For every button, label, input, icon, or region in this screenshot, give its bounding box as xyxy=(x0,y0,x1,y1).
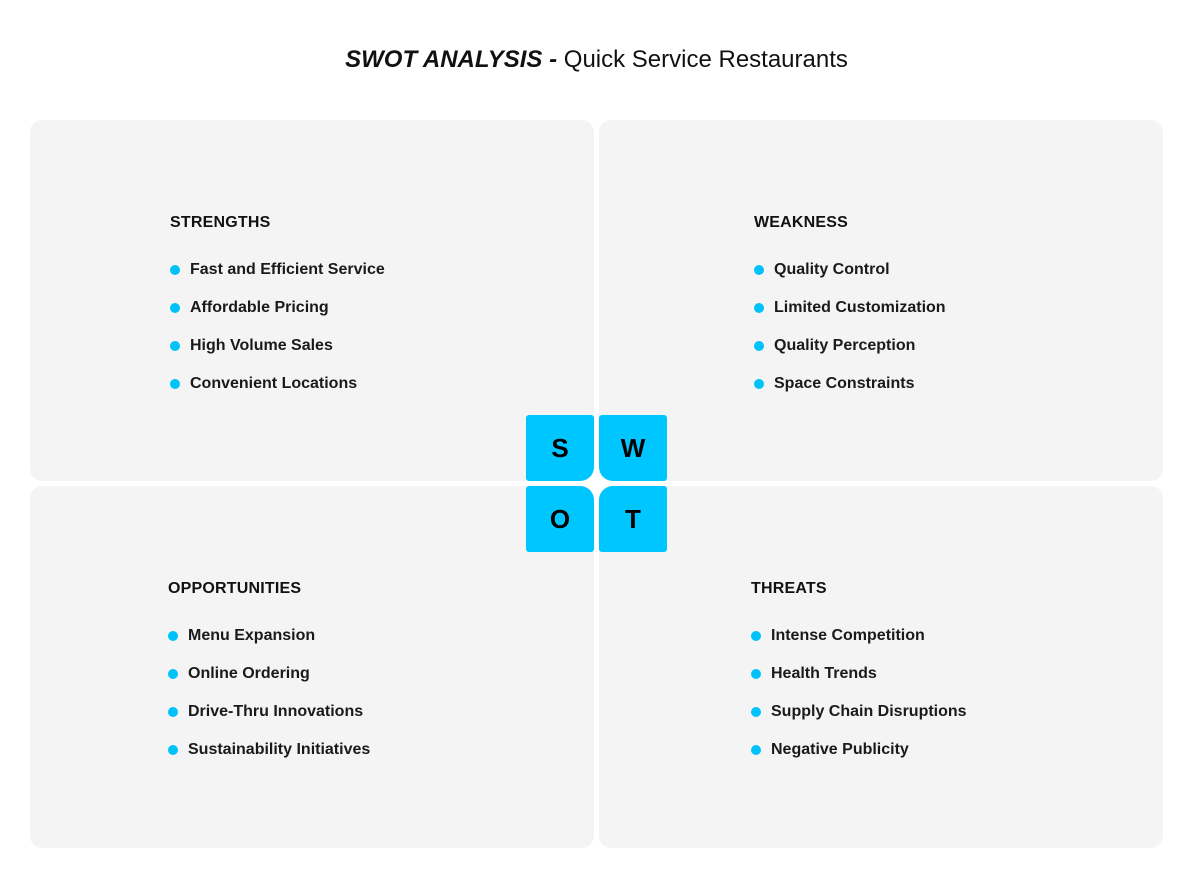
bullet-icon xyxy=(168,631,178,641)
opportunities-heading: OPPORTUNITIES xyxy=(168,580,302,597)
bullet-icon xyxy=(751,631,761,641)
strengths-list xyxy=(170,251,385,403)
threats-heading: THREATS xyxy=(751,580,827,597)
list-item xyxy=(168,731,370,769)
opportunities-block xyxy=(168,580,370,769)
list-item xyxy=(751,693,967,731)
item-label: Fast and Efficient Service xyxy=(190,261,385,278)
list-item xyxy=(754,251,946,289)
item-label: Health Trends xyxy=(771,665,877,682)
strengths-heading: STRENGTHS xyxy=(170,214,271,231)
weakness-block xyxy=(754,214,946,403)
item-label: Intense Competition xyxy=(771,627,925,644)
bullet-icon xyxy=(754,303,764,313)
page-title xyxy=(0,46,1193,74)
bullet-icon xyxy=(754,341,764,351)
list-item xyxy=(751,617,967,655)
weakness-list xyxy=(754,251,946,403)
list-item xyxy=(168,655,370,693)
item-label: Convenient Locations xyxy=(190,375,358,392)
list-item xyxy=(754,289,946,327)
item-label: Affordable Pricing xyxy=(190,299,329,316)
item-label: Quality Perception xyxy=(774,337,916,354)
item-label: Sustainability Initiatives xyxy=(188,741,371,758)
bullet-icon xyxy=(168,745,178,755)
item-label: Drive-Thru Innovations xyxy=(188,703,364,720)
bullet-icon xyxy=(170,341,180,351)
list-item xyxy=(751,655,967,693)
item-label: Menu Expansion xyxy=(188,627,316,644)
threats-list xyxy=(751,617,967,769)
bullet-icon xyxy=(754,265,764,275)
item-label: Space Constraints xyxy=(774,375,915,392)
bullet-icon xyxy=(751,707,761,717)
bullet-icon xyxy=(168,669,178,679)
list-item xyxy=(751,731,967,769)
list-item xyxy=(170,327,385,365)
list-item xyxy=(170,251,385,289)
list-item xyxy=(168,693,370,731)
bullet-icon xyxy=(168,707,178,717)
item-label: Quality Control xyxy=(774,261,890,278)
bullet-icon xyxy=(170,265,180,275)
weakness-heading: WEAKNESS xyxy=(754,214,849,231)
item-label: Supply Chain Disruptions xyxy=(771,703,967,720)
tile-t: T xyxy=(599,486,667,552)
bullet-icon xyxy=(170,303,180,313)
threats-block xyxy=(751,580,967,769)
bullet-icon xyxy=(751,669,761,679)
list-item xyxy=(170,365,385,403)
item-label: Limited Customization xyxy=(774,299,946,316)
tile-o: O xyxy=(526,486,594,552)
list-item xyxy=(754,327,946,365)
strengths-block xyxy=(170,214,385,403)
bullet-icon xyxy=(170,379,180,389)
bullet-icon xyxy=(754,379,764,389)
bullet-icon xyxy=(751,745,761,755)
list-item xyxy=(168,617,370,655)
tile-w: W xyxy=(599,415,667,481)
list-item xyxy=(170,289,385,327)
opportunities-list xyxy=(168,617,370,769)
title-strong: SWOT ANALYSIS - xyxy=(345,46,558,73)
item-label: Online Ordering xyxy=(188,665,310,682)
item-label: High Volume Sales xyxy=(190,337,333,354)
item-label: Negative Publicity xyxy=(771,741,909,758)
tile-s: S xyxy=(526,415,594,481)
title-rest: Quick Service Restaurants xyxy=(557,46,848,73)
list-item xyxy=(754,365,946,403)
